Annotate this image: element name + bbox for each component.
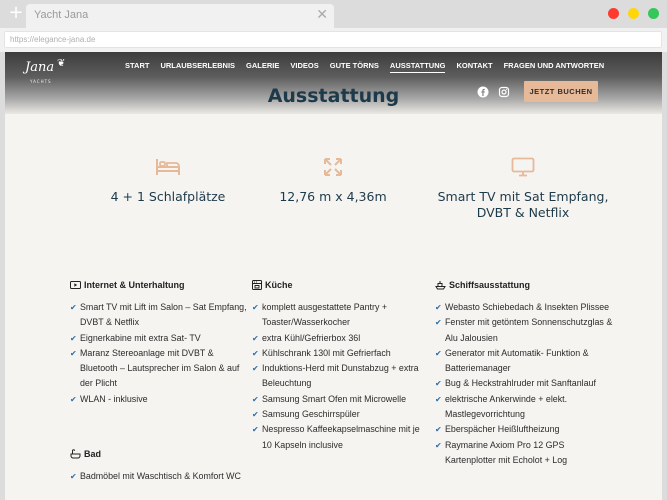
check-icon: ✔ (252, 410, 259, 420)
close-tab-icon[interactable]: ✕ (316, 7, 328, 23)
nav-item-start[interactable]: START (125, 61, 150, 70)
check-icon: ✔ (435, 318, 442, 328)
list-item: ✔ Eberspächer Heißluftheizung (435, 422, 615, 437)
logo-text: Jana (25, 60, 55, 75)
list-item: ✔ Kühlschrank 130l mit Gefrierfach (252, 346, 432, 361)
check-icon: ✔ (252, 333, 259, 343)
list-item: ✔ Samsung Smart Ofen mit Microwelle (252, 392, 432, 407)
list-item: ✔ Raymarine Axiom Pro 12 GPS Kartenplotter mit Echolot + Log (435, 439, 568, 465)
nav-item-galerie[interactable]: GALERIE (246, 61, 280, 70)
bath-icon (70, 449, 81, 459)
address-bar (0, 28, 667, 52)
kitchen-icon (252, 280, 262, 290)
bed-icon (155, 157, 181, 177)
list-item: ✔ elektrische Ankerwinde + elekt. Mastlegevorrichtung (435, 393, 568, 420)
section-title: Internet & Unterhaltung (84, 280, 185, 290)
list-item: ✔ WLAN - inklusive (70, 392, 250, 407)
list-item: ✔ extra Kühl/Gefrierbox 36l (252, 331, 432, 346)
feature-label: 12,76 m x 4,36m (279, 189, 387, 204)
section-internet (70, 280, 250, 407)
check-icon: ✔ (435, 440, 442, 450)
check-icon: ✔ (252, 425, 259, 435)
browser-tab[interactable] (26, 4, 334, 28)
check-icon: ✔ (435, 379, 442, 389)
check-icon: ✔ (70, 333, 77, 343)
check-icon: ✔ (435, 425, 442, 435)
check-icon: ✔ (70, 348, 77, 358)
new-tab-icon[interactable]: + (8, 2, 24, 23)
list-item: ✔ Eignerkabine mit extra Sat- TV (70, 331, 250, 346)
list-item: ✔ Bug & Heckstrahlruder mit Sanftanlauf (435, 376, 615, 391)
list-item: ✔ Maranz Stereoanlage mit DVBT & Bluetooth – Lautsprecher im Salon & auf der Plicht (70, 347, 240, 389)
check-icon: ✔ (252, 394, 259, 404)
page-title: Ausstattung (267, 85, 400, 107)
nav-item-kontakt[interactable]: KONTAKT (456, 61, 493, 70)
list-item: ✔ Nespresso Kaffeekapselmaschine mit je 10 Kapseln inclusive (252, 424, 420, 450)
page-viewport (5, 52, 662, 500)
list-item: ✔ Generator mit Automatik- Funktion & Batteriemanager (435, 347, 589, 374)
nav-item-urlaubserlebnis[interactable]: URLAUBSERLEBNIS (160, 61, 236, 70)
window-minimize-button[interactable] (628, 8, 639, 19)
leaf-icon: ❦ (57, 58, 66, 69)
section-kitchen (252, 280, 432, 453)
feature-size (233, 157, 433, 205)
browser-titlebar (0, 0, 667, 28)
check-icon: ✔ (435, 303, 442, 312)
ship-icon (435, 280, 446, 290)
nav-item-videos[interactable]: VIDEOS (290, 61, 319, 70)
list-item: ✔ Fenster mit getöntem Sonnenschutzglas & Alu Jalousien (435, 317, 613, 343)
check-icon: ✔ (70, 303, 77, 312)
check-icon: ✔ (70, 472, 77, 481)
url-input[interactable]: https://elegance-jana.de (4, 31, 662, 48)
feature-tv (423, 157, 623, 221)
facebook-icon[interactable] (477, 86, 489, 98)
list-item: ✔ Webasto Schiebedach & Insekten Plissee (435, 300, 615, 315)
section-bath (70, 449, 250, 484)
feature-label: 4 + 1 Schlafplätze (110, 189, 226, 204)
list-item: ✔ Samsung Geschirrspüler (252, 407, 432, 422)
window-close-button[interactable] (608, 8, 619, 19)
nav-item-gute-toerns[interactable]: GUTE TÖRNS (329, 61, 379, 70)
check-icon: ✔ (252, 303, 259, 312)
nav-item-faq[interactable]: FRAGEN UND ANTWORTEN (503, 61, 605, 70)
tv-icon (511, 157, 535, 177)
list-item: ✔ komplett ausgestattete Pantry + Toaster/Wasserkocher (252, 302, 388, 328)
check-icon: ✔ (252, 364, 259, 374)
expand-icon (323, 157, 343, 177)
instagram-icon[interactable] (498, 86, 510, 98)
logo-subtitle: YACHTS (30, 79, 52, 84)
list-item: ✔ Induktions-Herd mit Dunstabzug + extra Beleuchtung (252, 363, 419, 389)
main-nav (125, 61, 604, 73)
tab-title: Yacht Jana (34, 9, 89, 21)
section-title: Bad (84, 449, 102, 459)
nav-item-ausstattung[interactable]: AUSSTATTUNG (390, 61, 446, 73)
check-icon: ✔ (252, 348, 259, 358)
section-title: Schiffsausstattung (449, 280, 531, 290)
check-icon: ✔ (435, 394, 442, 404)
check-icon: ✔ (435, 348, 442, 358)
window-maximize-button[interactable] (648, 8, 659, 19)
feature-label: Smart TV mit Sat Empfang, DVBT & Netflix (437, 189, 609, 220)
section-ship (435, 280, 615, 468)
book-now-button[interactable]: JETZT BUCHEN (524, 81, 598, 102)
tv-play-icon (70, 281, 81, 290)
list-item: ✔ Smart TV mit Lift im Salon – Sat Empfang, DVBT & Netflix (70, 302, 247, 328)
section-title: Küche (265, 280, 293, 290)
check-icon: ✔ (70, 394, 77, 404)
list-item: ✔ Badmöbel mit Waschtisch & Komfort WC (70, 469, 250, 484)
